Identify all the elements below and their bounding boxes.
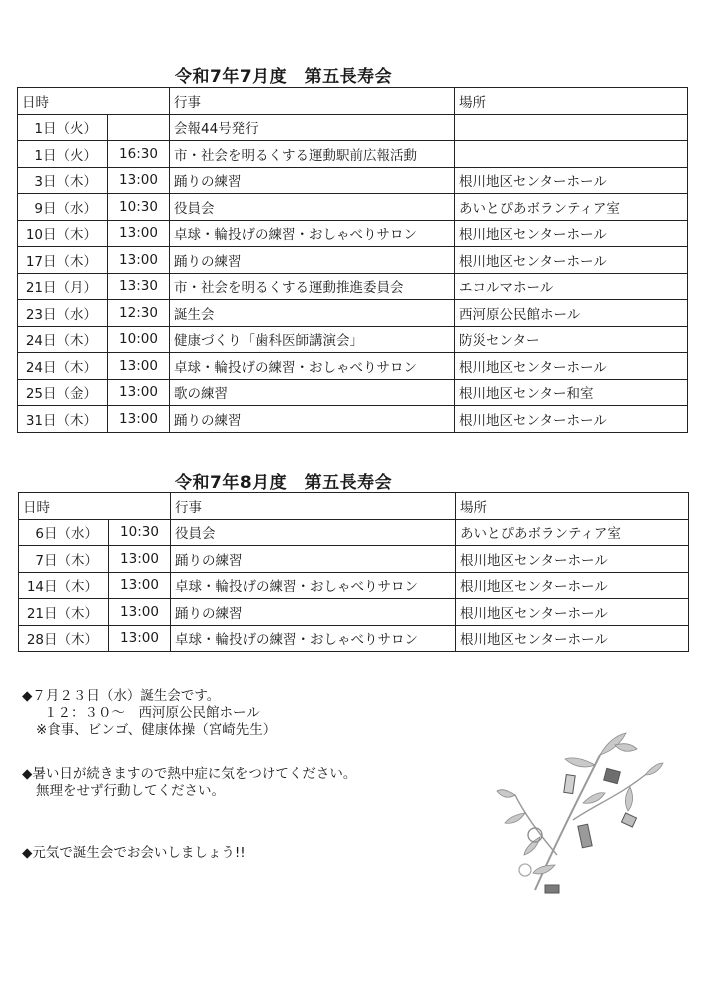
row-place: 根川地区センター和室 [455, 379, 688, 406]
august-title: 令和7年8月度 第五長寿会 [175, 473, 393, 493]
row-event: 役員会 [170, 194, 455, 221]
july-title: 令和7年7月度 第五長寿会 [175, 67, 393, 87]
row-place: 根川地区センターホール [456, 599, 689, 626]
row-date: 31日（木） [18, 406, 108, 433]
birthday-notice [22, 688, 276, 739]
row-date: 6日（水） [19, 519, 109, 546]
row-date: 24日（木） [18, 353, 108, 380]
row-date: 10日（木） [18, 220, 108, 247]
row-time: 12:30 [108, 300, 170, 327]
heat-notice-line2: 無理をせず行動してください。 [36, 783, 225, 799]
row-place: あいとぴあボランティア室 [456, 519, 689, 546]
bamboo-tanabata-illustration [495, 715, 665, 895]
table-row [18, 379, 688, 406]
row-event: 卓球・輪投げの練習・おしゃべりサロン [170, 353, 455, 380]
table-row [19, 572, 689, 599]
row-time: 13:00 [109, 599, 171, 626]
row-date: 1日（火） [18, 114, 108, 141]
row-place [455, 141, 688, 168]
august-schedule-table [18, 492, 689, 652]
table-row [18, 353, 688, 380]
row-date: 9日（水） [18, 194, 108, 221]
row-event: 卓球・輪投げの練習・おしゃべりサロン [171, 572, 456, 599]
table-row [19, 625, 689, 652]
header-place: 場所 [456, 493, 689, 520]
heat-notice-line: ◆暑い日が続きますので熱中症に気をつけてください。 [22, 766, 357, 782]
table-row [18, 167, 688, 194]
row-date: 7日（木） [19, 546, 109, 573]
row-time: 13:00 [108, 167, 170, 194]
row-time: 13:30 [108, 273, 170, 300]
row-time: 10:30 [109, 519, 171, 546]
row-place: エコルマホール [455, 273, 688, 300]
july-schedule-table [17, 87, 688, 433]
heat-notice [22, 766, 356, 800]
row-time: 13:00 [109, 625, 171, 652]
row-event: 踊りの練習 [171, 599, 456, 626]
table-row [18, 300, 688, 327]
row-place: 防災センター [455, 326, 688, 353]
row-date: 14日（木） [19, 572, 109, 599]
table-row [18, 114, 688, 141]
row-event: 踊りの練習 [170, 406, 455, 433]
row-event: 歌の練習 [170, 379, 455, 406]
row-date: 23日（水） [18, 300, 108, 327]
row-date: 24日（木） [18, 326, 108, 353]
row-place: あいとぴあボランティア室 [455, 194, 688, 221]
row-place: 根川地区センターホール [456, 625, 689, 652]
table-row [19, 599, 689, 626]
table-row [18, 220, 688, 247]
row-time [108, 114, 170, 141]
row-place: 根川地区センターホール [456, 572, 689, 599]
row-time: 13:00 [108, 220, 170, 247]
row-date: 21日（木） [19, 599, 109, 626]
row-event: 卓球・輪投げの練習・おしゃべりサロン [171, 625, 456, 652]
row-date: 1日（火） [18, 141, 108, 168]
row-date: 17日（木） [18, 247, 108, 274]
row-place: 西河原公民館ホール [455, 300, 688, 327]
row-time: 13:00 [109, 546, 171, 573]
row-event: 会報44号発行 [170, 114, 455, 141]
row-place: 根川地区センターホール [455, 247, 688, 274]
table-row [18, 406, 688, 433]
row-event: 踊りの練習 [170, 167, 455, 194]
row-event: 踊りの練習 [170, 247, 455, 274]
row-event: 役員会 [171, 519, 456, 546]
row-event: 誕生会 [170, 300, 455, 327]
row-date: 28日（木） [19, 625, 109, 652]
row-time: 10:00 [108, 326, 170, 353]
birthday-time-place: １２：３０～ 西河原公民館ホール [44, 705, 260, 721]
row-place: 根川地区センターホール [455, 167, 688, 194]
header-datetime: 日時 [18, 88, 170, 115]
row-date: 25日（金） [18, 379, 108, 406]
row-time: 13:00 [109, 572, 171, 599]
table-row [18, 194, 688, 221]
closing-notice: ◆元気で誕生会でお会いしましょう!! [22, 845, 246, 861]
table-header-row [18, 88, 688, 115]
row-time: 13:00 [108, 247, 170, 274]
table-row [18, 141, 688, 168]
row-event: 卓球・輪投げの練習・おしゃべりサロン [170, 220, 455, 247]
row-time: 13:00 [108, 379, 170, 406]
row-time: 13:00 [108, 353, 170, 380]
row-event: 健康づくり「歯科医師講演会」 [170, 326, 455, 353]
header-place: 場所 [455, 88, 688, 115]
header-datetime: 日時 [19, 493, 171, 520]
header-event: 行事 [171, 493, 456, 520]
row-date: 3日（木） [18, 167, 108, 194]
row-event: 市・社会を明るくする運動推進委員会 [170, 273, 455, 300]
row-time: 13:00 [108, 406, 170, 433]
row-place: 根川地区センターホール [455, 220, 688, 247]
table-row [19, 519, 689, 546]
row-date: 21日（月） [18, 273, 108, 300]
row-time: 16:30 [108, 141, 170, 168]
row-place [455, 114, 688, 141]
row-event: 踊りの練習 [171, 546, 456, 573]
row-place: 根川地区センターホール [455, 353, 688, 380]
row-time: 10:30 [108, 194, 170, 221]
row-place: 根川地区センターホール [456, 546, 689, 573]
table-row [18, 273, 688, 300]
row-place: 根川地区センターホール [455, 406, 688, 433]
header-event: 行事 [170, 88, 455, 115]
row-event: 市・社会を明るくする運動駅前広報活動 [170, 141, 455, 168]
table-row [18, 247, 688, 274]
birthday-notice-line: ◆７月２３日（水）誕生会です。 [22, 688, 221, 704]
table-header-row [19, 493, 689, 520]
birthday-program: ※食事、ビンゴ、健康体操（宮崎先生） [36, 722, 277, 738]
table-row [18, 326, 688, 353]
table-row [19, 546, 689, 573]
